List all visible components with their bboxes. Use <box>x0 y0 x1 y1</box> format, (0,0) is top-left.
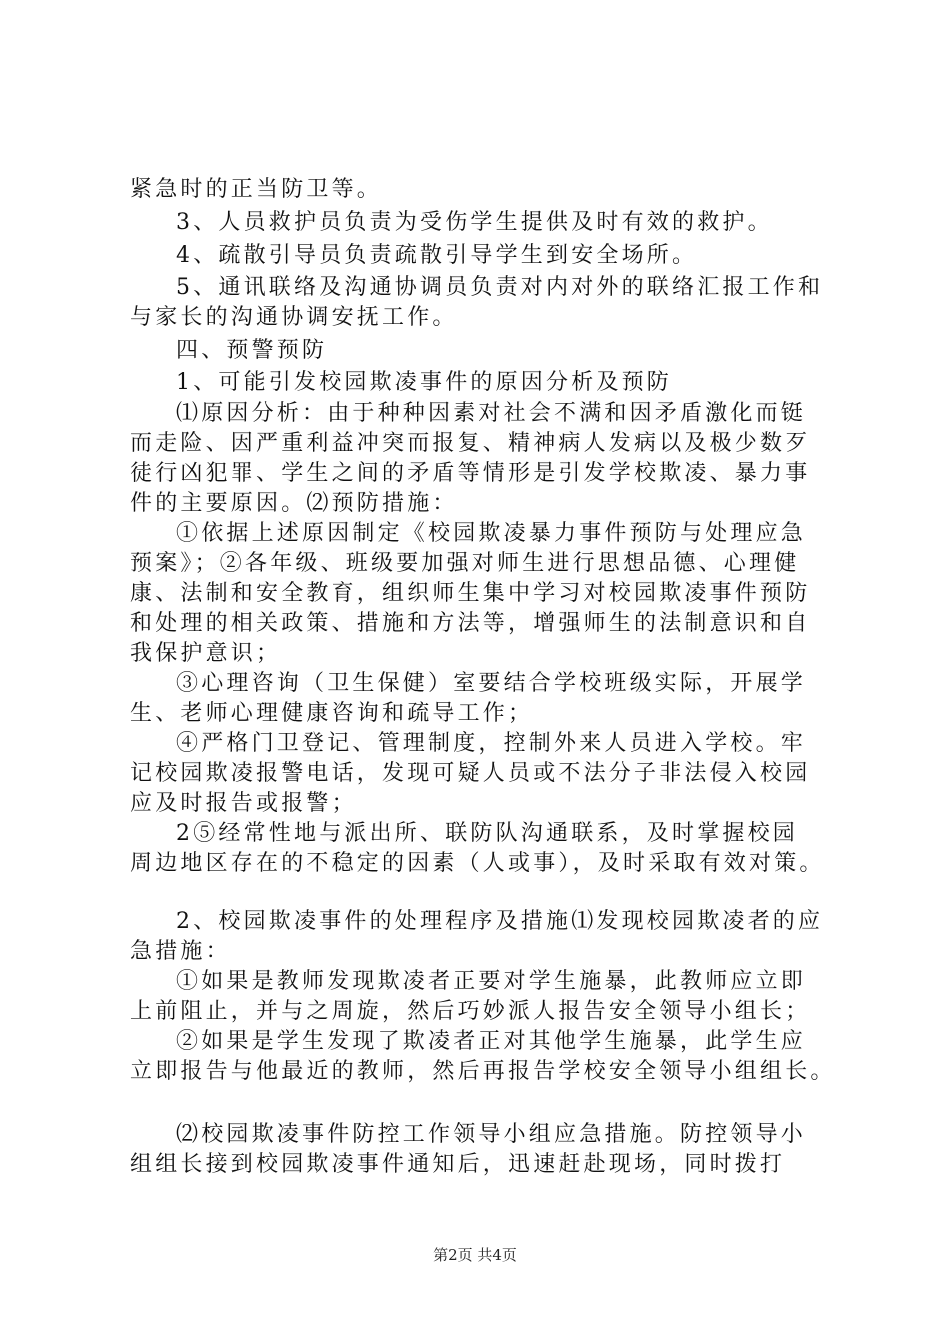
text-line: ④严格门卫登记、管理制度，控制外来人员进入学校。牢 <box>176 731 807 756</box>
text-line: 2、校园欺凌事件的处理程序及措施⑴发现校园欺凌者的应 <box>176 909 824 934</box>
text-line: ③心理咨询（卫生保健）室要结合学校班级实际，开展学 <box>176 671 807 696</box>
text-line: 应及时报告或报警； <box>130 791 357 816</box>
text-line: 而走险、因严重利益冲突而报复、精神病人发病以及极少数歹 <box>130 431 811 456</box>
text-line: 与家长的沟通协调安抚工作。 <box>130 305 458 330</box>
text-line: 件的主要原因。⑵预防措施： <box>130 491 458 516</box>
text-line: ⑵校园欺凌事件防控工作领导小组应急措施。防控领导小 <box>176 1122 807 1147</box>
text-line: 立即报告与他最近的教师，然后再报告学校安全领导小组组长。 <box>130 1059 836 1084</box>
text-line: 上前阻止，并与之周旋，然后巧妙派人报告安全领导小组长； <box>130 999 811 1024</box>
text-line: 紧急时的正当防卫等。 <box>130 177 383 202</box>
text-line: 周边地区存在的不稳定的因素（人或事），及时采取有效对策。 <box>130 851 825 876</box>
section-heading: 四、预警预防 <box>176 338 328 363</box>
text-line: 4、疏散引导员负责疏散引导学生到安全场所。 <box>176 243 698 268</box>
text-line: ⑴原因分析：由于种种因素对社会不满和因矛盾激化而铤 <box>176 401 807 426</box>
text-line: ②如果是学生发现了欺凌者正对其他学生施暴，此学生应 <box>176 1029 807 1054</box>
text-line: 生、老师心理健康咨询和疏导工作； <box>130 701 534 726</box>
text-line: 和处理的相关政策、措施和方法等，增强师生的法制意识和自 <box>130 611 811 636</box>
text-line: 康、法制和安全教育，组织师生集中学习对校园欺凌事件预防 <box>130 581 811 606</box>
text-line: 徒行凶犯罪、学生之间的矛盾等情形是引发学校欺凌、暴力事 <box>130 461 811 486</box>
text-line: 记校园欺凌报警电话，发现可疑人员或不法分子非法侵入校园 <box>130 761 811 786</box>
text-line: 5、通讯联络及沟通协调员负责对内对外的联络汇报工作和 <box>176 275 824 300</box>
text-line: 组组长接到校园欺凌事件通知后，迅速赶赴现场，同时拨打 <box>130 1152 786 1177</box>
text-line: 2⑤经常性地与派出所、联防队沟通联系，及时掌握校园 <box>176 821 798 846</box>
page-number-footer: 第2页 共4页 <box>433 1246 517 1264</box>
text-line: 预案》；②各年级、班级要加强对师生进行思想品德、心理健 <box>130 551 800 576</box>
text-line: ①如果是教师发现欺凌者正要对学生施暴，此教师应立即 <box>176 969 807 994</box>
text-line: 3、人员救护员负责为受伤学生提供及时有效的救护。 <box>176 210 773 235</box>
text-line: 1、可能引发校园欺凌事件的原因分析及预防 <box>176 370 672 395</box>
text-line: 我保护意识； <box>130 641 282 666</box>
text-line: ①依据上述原因制定《校园欺凌暴力事件预防与处理应急 <box>176 521 807 546</box>
text-line: 急措施： <box>130 939 231 964</box>
